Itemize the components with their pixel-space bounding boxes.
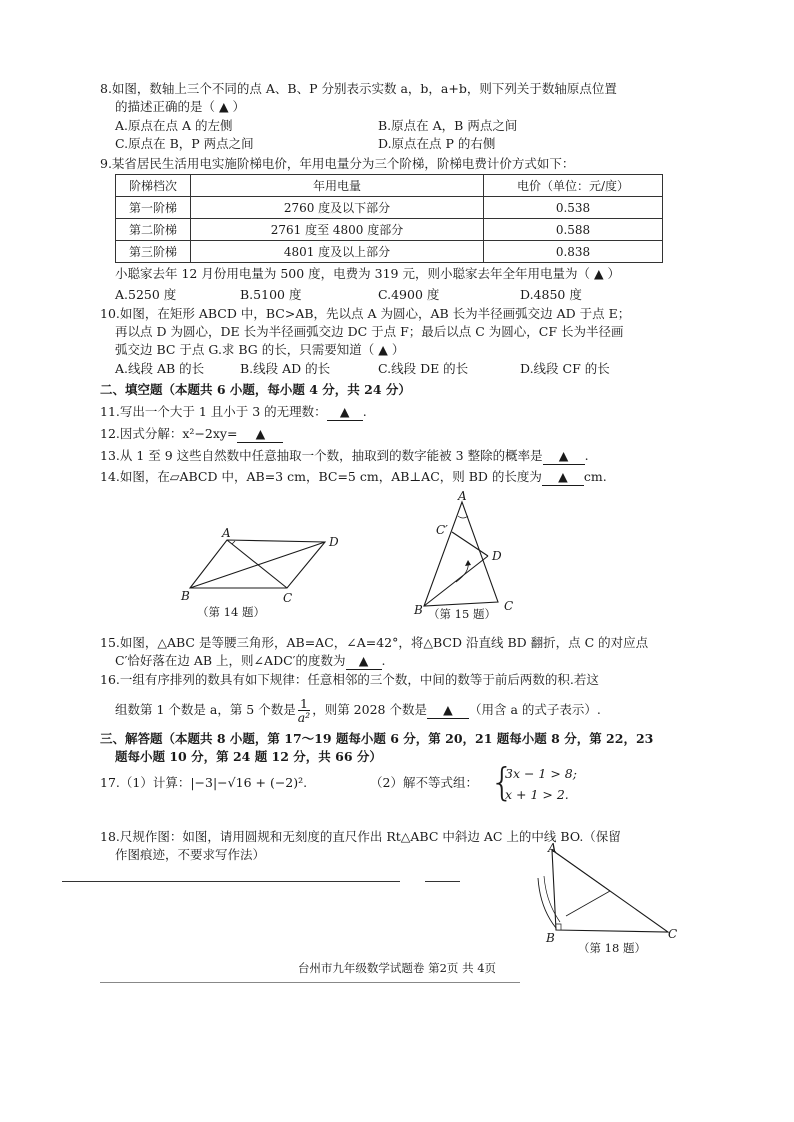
answer-blank: ▲ — [237, 425, 283, 443]
answer-blank: ▲ — [427, 701, 469, 719]
table-cell: 第二阶梯 — [116, 219, 191, 241]
q8-option-d: D.原点在点 P 的右侧 — [378, 136, 496, 151]
fig18-label-b: B — [546, 931, 555, 945]
q9-option-d: D.4850 度 — [520, 287, 582, 302]
cut-line — [62, 881, 400, 882]
figure-15 — [410, 490, 520, 625]
answer-blank: ▲ — [542, 468, 584, 486]
q11: 11.写出一个大于 1 且小于 3 的无理数： ▲ . — [100, 404, 367, 419]
fraction — [298, 697, 310, 724]
q10-line3: 弧交边 BC 于点 G.求 BG 的长，只需要知道（ ▲ ） — [115, 342, 405, 357]
q9-stem: 9.某省居民生活用电实施阶梯电价，年用电量分为三个阶梯，阶梯电费计价方式如下： — [100, 156, 575, 171]
table-cell: 2760 度及以下部分 — [191, 197, 484, 219]
q10-option-a: A.线段 AB 的长 — [115, 361, 205, 376]
q13: 13.从 1 至 9 这些自然数中任意抽取一个数，抽取到的数字能被 3 整除的概率是 ▲ . — [100, 448, 589, 463]
table-cell: 4801 度及以上部分 — [191, 241, 484, 263]
fig14-label-b: B — [181, 589, 190, 603]
table-cell: 0.538 — [484, 197, 663, 219]
electricity-price-table — [115, 174, 663, 263]
fig18-label-c: C — [668, 927, 678, 941]
inequality-1: 3x − 1 > 8; — [505, 766, 577, 781]
table-cell: 第三阶梯 — [116, 241, 191, 263]
fig15-label-c: C — [504, 599, 514, 613]
q18-line1: 18.尺规作图：如图，请用圆规和无刻度的直尺作出 Rt△ABC 中斜边 AC 上的中线 BO.（保留 — [100, 829, 621, 844]
q9-after-table: 小聪家去年 12 月份用电量为 500 度，电费为 319 元，则小聪家去年全年用电量为（ ▲ ） — [115, 266, 621, 281]
fig15-label-d: D — [492, 549, 502, 563]
fig15-label-b: B — [414, 603, 423, 617]
fig18-caption: （第 18 题） — [578, 941, 646, 955]
fig18-label-a: A — [548, 841, 557, 855]
table-header-row — [116, 175, 663, 197]
q14 — [100, 468, 607, 486]
q16-line2-mid: ，则第 2028 个数是 — [312, 702, 427, 717]
q17-part1: 17.（1）计算：|−3|−√16 + (−2)². — [100, 775, 308, 790]
q16-line2 — [115, 697, 601, 724]
table-header-cell: 电价（单位：元/度） — [484, 175, 663, 197]
q11-text: 11.写出一个大于 1 且小于 3 的无理数： — [100, 404, 327, 419]
q8-stem-line2: 的描述正确的是（ ▲ ） — [115, 99, 246, 114]
q8-option-c: C.原点在 B，P 两点之间 — [115, 136, 254, 151]
page-footer: 台州市九年级数学试题卷 第2页 共 4页 — [297, 961, 497, 975]
q16-line2-end: （用含 a 的式子表示）. — [468, 702, 601, 717]
q15-line2: C′恰好落在边 AB 上，则∠ADC′的度数为 ▲ . — [115, 653, 386, 668]
q9-option-a: A.5250 度 — [115, 287, 177, 302]
table-header-cell: 年用电量 — [191, 175, 484, 197]
q15-line2-text: C′恰好落在边 AB 上，则∠ADC′的度数为 — [115, 653, 346, 668]
fig15-caption: （第 15 题） — [428, 607, 496, 621]
q17-part2: （2）解不等式组： — [370, 775, 478, 790]
q14-text: 14.如图，在▱ABCD 中，AB=3 cm，BC=5 cm，AB⊥AC，则 BD 的长度为 — [100, 469, 542, 484]
q16-line1: 16.一组有序排列的数具有如下规律：任意相邻的三个数，中间的数等于前后两数的积.若这 — [100, 672, 599, 687]
fig15-label-cprime: C′ — [436, 523, 448, 537]
fig15-label-a: A — [458, 490, 467, 503]
table-row — [116, 197, 663, 219]
q10-line1: 10.如图，在矩形 ABCD 中，BC>AB，先以点 A 为圆心，AB 长为半径画弧交边 AD 于点 E； — [100, 306, 631, 321]
table-cell: 2761 度至 4800 度部分 — [191, 219, 484, 241]
q10-option-b: B.线段 AD 的长 — [240, 361, 331, 376]
fraction-denominator: a² — [297, 710, 311, 725]
section-3-heading-line2: 题每小题 10 分，第 24 题 12 分，共 66 分） — [115, 749, 382, 764]
q9-option-b: B.5100 度 — [240, 287, 302, 302]
q13-text: 13.从 1 至 9 这些自然数中任意抽取一个数，抽取到的数字能被 3 整除的概率是 — [100, 448, 543, 463]
table-row — [116, 241, 663, 263]
q15-line1: 15.如图，△ABC 是等腰三角形，AB=AC，∠A=42°，将△BCD 沿直线 BD 翻折，点 C 的对应点 — [100, 635, 649, 650]
table-cell: 第一阶梯 — [116, 197, 191, 219]
table-cell: 0.838 — [484, 241, 663, 263]
q8-option-a: A.原点在点 A 的左侧 — [115, 118, 233, 133]
inequality-2: x + 1 > 2. — [505, 787, 569, 802]
q9-option-c: C.4900 度 — [378, 287, 440, 302]
section-3-heading: 三、解答题（本题共 8 小题，第 17～19 题每小题 6 分，第 20，21 题每小题 8 分，第 22，23 — [100, 731, 654, 746]
figure-14 — [175, 522, 355, 622]
section-2-heading: 二、填空题（本题共 6 小题，每小题 4 分，共 24 分） — [100, 382, 411, 397]
answer-blank: ▲ — [327, 403, 363, 421]
footer-rule — [100, 982, 520, 983]
fraction-numerator: 1 — [298, 697, 310, 711]
q12 — [100, 425, 283, 443]
table-header-cell: 阶梯档次 — [116, 175, 191, 197]
fig14-label-c: C — [283, 591, 293, 605]
answer-blank: ▲ — [543, 447, 585, 465]
fig14-label-d: D — [329, 535, 339, 549]
answer-blank: ▲ — [346, 652, 382, 670]
table-row — [116, 219, 663, 241]
q10-option-c: C.线段 DE 的长 — [378, 361, 469, 376]
figure-18 — [530, 838, 690, 958]
q10-option-d: D.线段 CF 的长 — [520, 361, 610, 376]
q18-line2: 作图痕迹，不要求写作法） — [115, 847, 266, 862]
fig14-caption: （第 14 题） — [197, 605, 265, 619]
table-cell: 0.588 — [484, 219, 663, 241]
q8-stem-line1: 8.如图，数轴上三个不同的点 A、B、P 分别表示实数 a，b，a+b，则下列关于数轴原点位置 — [100, 81, 617, 96]
q12-text: 12.因式分解：x²−2xy= — [100, 426, 238, 441]
q10-line2: 再以点 D 为圆心，DE 长为半径画弧交边 DC 于点 F；最后以点 C 为圆心，CF 长为半径画 — [115, 324, 624, 339]
q14-unit: cm. — [583, 469, 607, 484]
q16-line2-text: 组数第 1 个数是 a，第 5 个数是 — [115, 702, 296, 717]
cut-line — [425, 881, 460, 882]
fig14-label-a: A — [222, 526, 231, 540]
q8-option-b: B.原点在 A，B 两点之间 — [378, 118, 518, 133]
system-brace: { — [490, 760, 515, 804]
